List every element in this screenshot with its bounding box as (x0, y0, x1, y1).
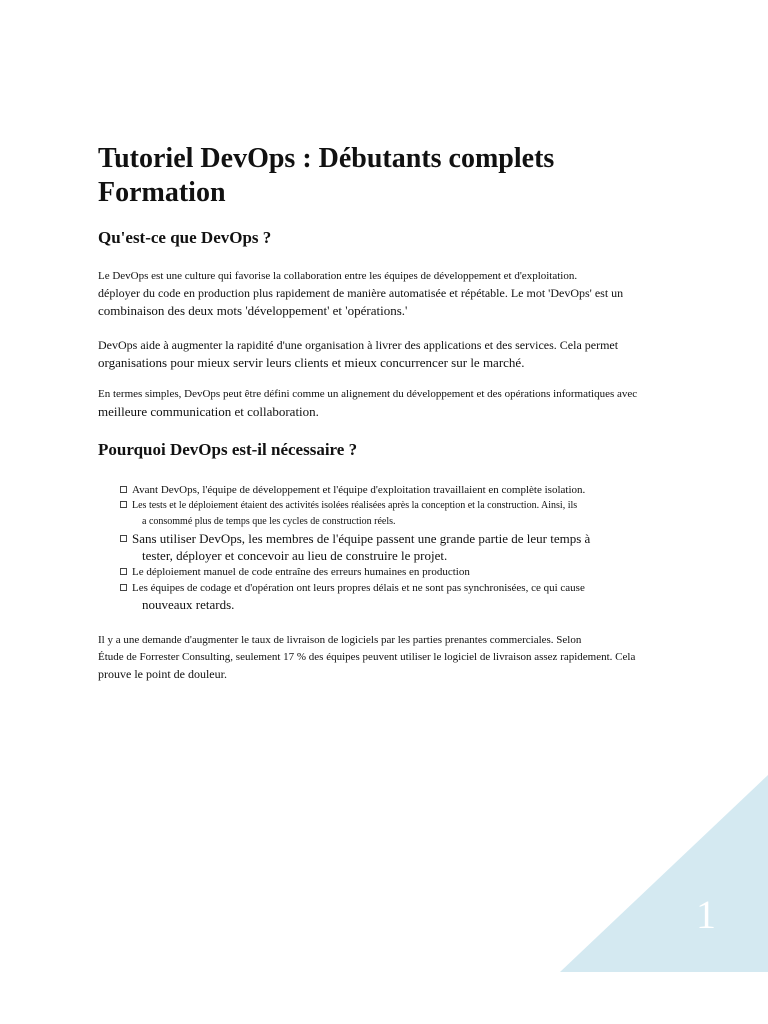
list-item (120, 482, 720, 498)
paragraph-intro (98, 268, 708, 319)
document-title: Tutoriel DevOps : Débutants complets Formation (98, 143, 555, 208)
paragraph-line: prouve le point de douleur. (98, 667, 227, 681)
section-heading-what-is-devops: Qu'est-ce que DevOps ? (98, 228, 272, 247)
corner-triangle-decoration (560, 775, 768, 972)
list-item-line: Les équipes de codage et d'opération ont leurs propres délais et ne sont pas synchronisées, ce qui cause (132, 582, 585, 594)
section-heading-why-devops: Pourquoi DevOps est-il nécessaire ? (98, 440, 358, 459)
list-item (120, 564, 720, 580)
list-item-line: a consommé plus de temps que les cycles de construction réels. (142, 516, 396, 527)
paragraph-line: meilleure communication et collaboration. (98, 404, 319, 419)
checkbox-bullet-icon (120, 486, 127, 493)
reasons-list (120, 482, 720, 613)
corner-triangle-shape (560, 775, 768, 972)
list-item-line: Avant DevOps, l'équipe de développement et l'équipe d'exploitation travaillaient en complète isolation. (132, 484, 586, 496)
checkbox-bullet-icon (120, 568, 127, 575)
paragraph-line: Étude de Forrester Consulting, seulement 17 % des équipes peuvent utiliser le logiciel de livraison assez rapidement. Cela (98, 651, 636, 663)
list-item-line: Les tests et le déploiement étaient des activités isolées réalisées après la conception et la construction. Ainsi, ils (132, 500, 578, 511)
list-item (120, 580, 720, 613)
checkbox-bullet-icon (120, 501, 127, 508)
paragraph-line: En termes simples, DevOps peut être défini comme un alignement du développement et des opérations informatiques avec (98, 388, 638, 400)
paragraph-line: DevOps aide à augmenter la rapidité d'une organisation à livrer des applications et des services. Cela permet (98, 338, 619, 352)
paragraph-line: déployer du code en production plus rapidement de manière automatisée et répétable. Le mot 'DevOps' est un (98, 286, 624, 300)
paragraph-line: organisations pour mieux servir leurs clients et mieux concurrencer sur le marché. (98, 355, 525, 370)
list-item (120, 498, 720, 530)
checkbox-bullet-icon (120, 584, 127, 591)
paragraph-speed (98, 337, 708, 371)
paragraph-simple-terms (98, 386, 708, 420)
paragraph-line: Le DevOps est une culture qui favorise la collaboration entre les équipes de développement et d'exploitation. (98, 270, 578, 282)
paragraph-line: combinaison des deux mots 'développement' et 'opérations.' (98, 303, 408, 318)
list-item-line: Sans utiliser DevOps, les membres de l'équipe passent une grande partie de leur temps à (132, 531, 591, 546)
list-item-line: nouveaux retards. (142, 597, 235, 612)
list-item (120, 530, 720, 564)
paragraph-forrester (98, 632, 708, 683)
list-item-line: tester, déployer et concevoir au lieu de construire le projet. (142, 548, 448, 563)
list-item-line: Le déploiement manuel de code entraîne des erreurs humaines en production (132, 566, 470, 578)
paragraph-line: Il y a une demande d'augmenter le taux de livraison de logiciels par les parties prenantes commerciales. Selon (98, 634, 582, 646)
checkbox-bullet-icon (120, 535, 127, 542)
page-number: 1 (696, 892, 716, 937)
